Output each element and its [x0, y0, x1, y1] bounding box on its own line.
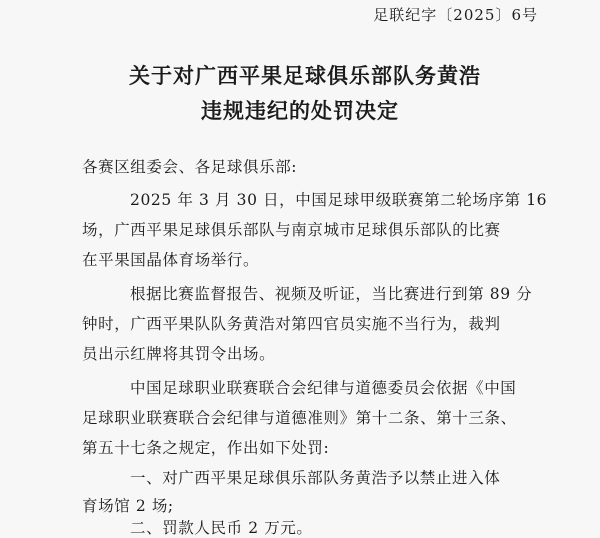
paragraph-2-line-2: 钟时，广西平果队队务黄浩对第四官员实施不当行为，裁判: [82, 315, 501, 333]
paragraph-1-line-1: 2025 年 3 月 30 日，中国足球甲级联赛第二轮场序第 16: [130, 191, 548, 209]
penalty-1-line-2: 育场馆 2 场;: [82, 497, 174, 515]
paragraph-1-line-3: 在平果国晶体育场举行。: [82, 251, 260, 269]
paragraph-1-line-2: 场，广西平果足球俱乐部队与南京城市足球俱乐部队的比赛: [82, 221, 501, 239]
paragraph-3-line-3: 第五十七条之规定，作出如下处罚:: [82, 439, 330, 457]
salutation: 各赛区组委会、各足球俱乐部:: [82, 158, 298, 176]
paragraph-3-line-1: 中国足球职业联赛联合会纪律与道德委员会依据《中国: [130, 379, 517, 397]
paragraph-3-line-2: 足球职业联赛联合会纪律与道德准则》第十二条、第十三条、: [82, 409, 517, 427]
paragraph-2-line-1: 根据比赛监督报告、视频及听证，当比赛进行到第 89 分: [130, 285, 533, 303]
penalty-2-line-1: 二、罚款人民币 2 万元。: [130, 519, 313, 537]
title-line-2: 违规违纪的处罚决定: [201, 98, 399, 123]
penalty-1-line-1: 一、对广西平果足球俱乐部队务黄浩予以禁止进入体: [130, 469, 501, 487]
title-line-1: 关于对广西平果足球俱乐部队务黄浩: [129, 63, 481, 88]
document-number: 足联纪字〔2025〕6号: [373, 6, 538, 24]
paragraph-2-line-3: 员出示红牌将其罚令出场。: [82, 345, 276, 363]
